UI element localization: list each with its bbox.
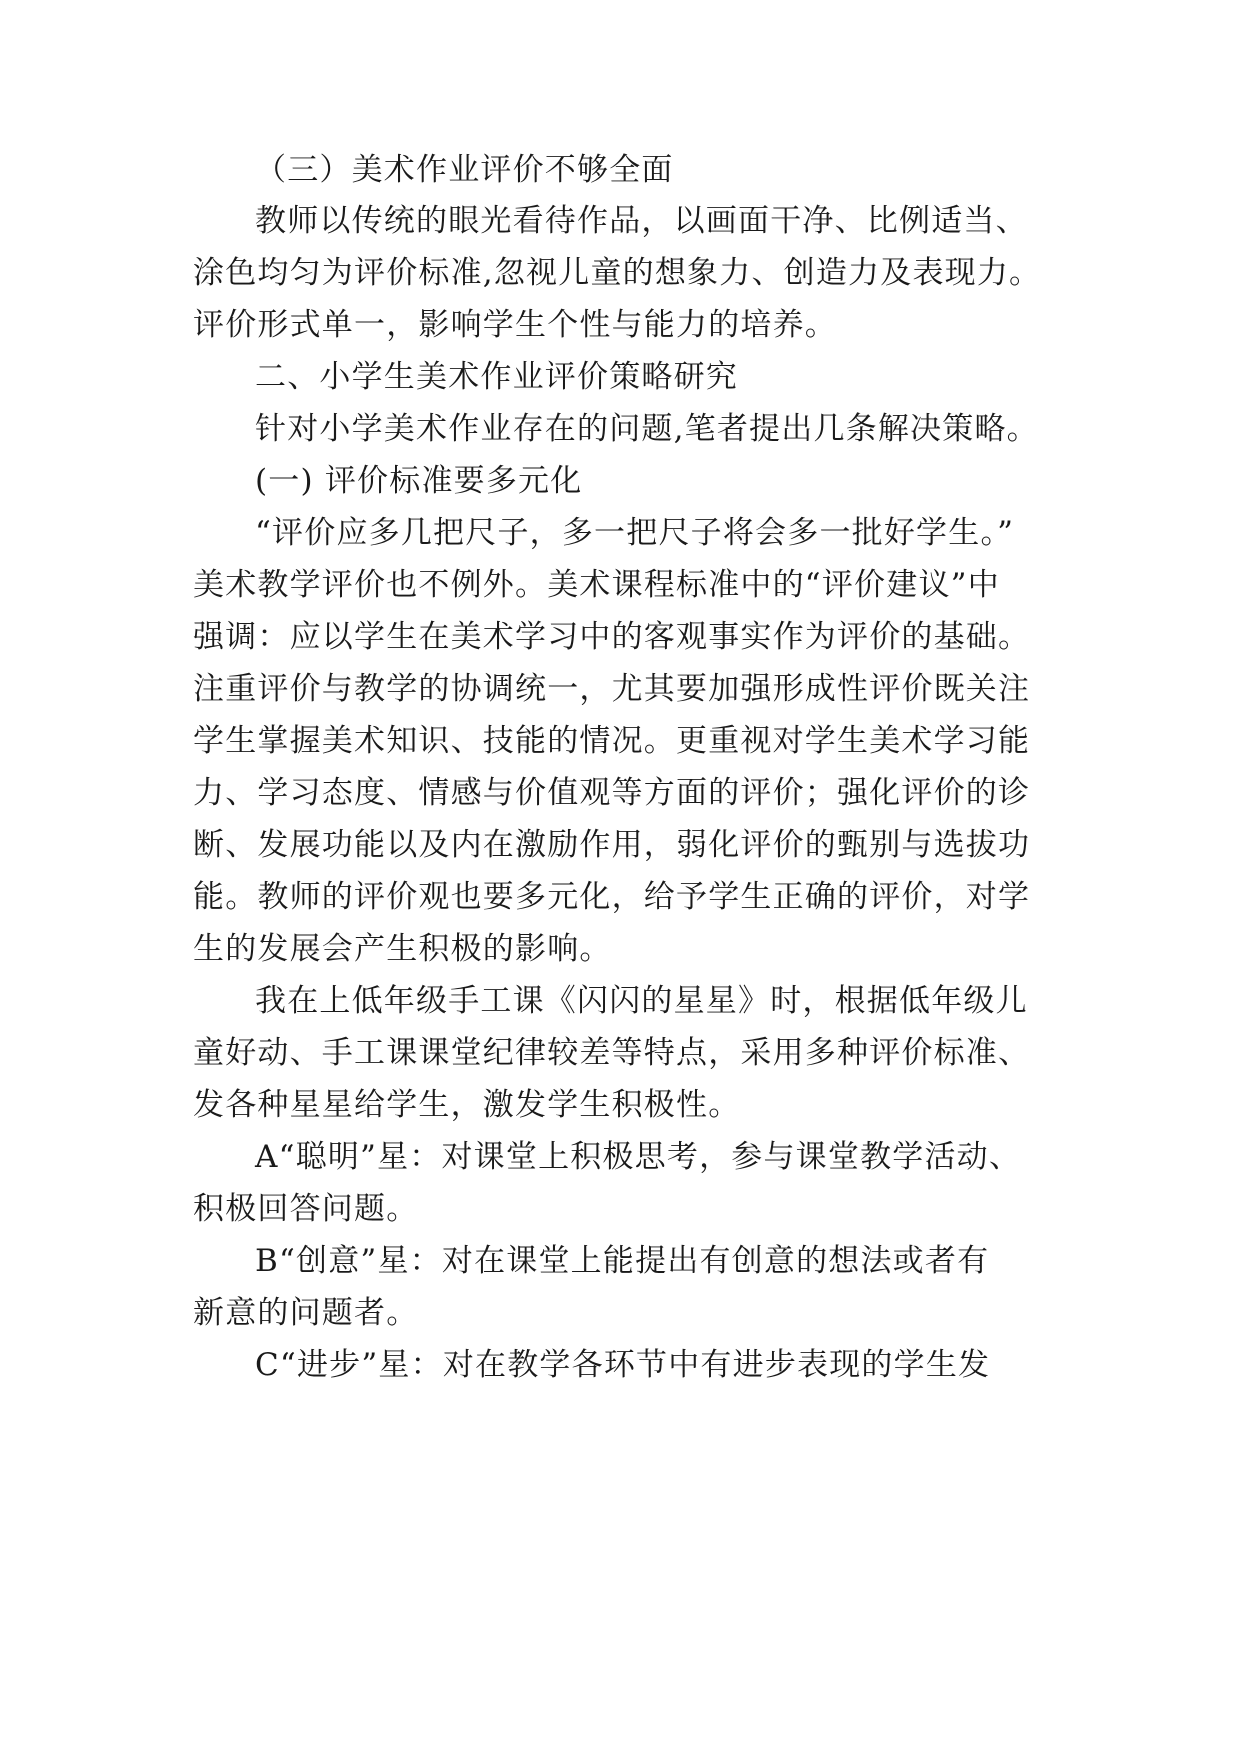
list-item-a: A“聪明”星：对课堂上积极思考，参与课堂教学活动、 (255, 1139, 1022, 1175)
paragraph-line: 能。教师的评价观也要多元化，给予学生正确的评价，对学 (193, 879, 1031, 915)
paragraph-line: 断、发展功能以及内在激励作用，弱化评价的甄别与选拔功 (193, 827, 1031, 863)
paragraph-line: 注重评价与教学的协调统一，尤其要加强形成性评价既关注 (193, 671, 1031, 707)
list-item-b: B“创意”星：对在课堂上能提出有创意的想法或者有 (255, 1243, 990, 1279)
paragraph-line: 涂色均匀为评价标准,忽视儿童的想象力、创造力及表现力。 (193, 255, 1042, 291)
paragraph-line: 我在上低年级手工课《闪闪的星星》时，根据低年级儿 (255, 983, 1028, 1019)
paragraph-line: 生的发展会产生积极的影响。 (193, 931, 612, 967)
list-item-c: C“进步”星：对在教学各环节中有进步表现的学生发 (255, 1347, 991, 1383)
paragraph-line: 评价形式单一，影响学生个性与能力的培养。 (193, 307, 837, 343)
paragraph-line: 美术教学评价也不例外。美术课程标准中的“评价建议”中 (193, 567, 1000, 603)
paragraph-line: 发各种星星给学生，激发学生积极性。 (193, 1087, 741, 1123)
paragraph-line: 新意的问题者。 (193, 1295, 419, 1331)
paragraph-line: 童好动、手工课课堂纪律较差等特点，采用多种评价标准、 (193, 1035, 1031, 1071)
paragraph-line: 学生掌握美术知识、技能的情况。更重视对学生美术学习能 (193, 723, 1031, 759)
paragraph-line: 针对小学美术作业存在的问题,笔者提出几条解决策略。 (255, 411, 1039, 447)
paragraph-line: 教师以传统的眼光看待作品，以画面干净、比例适当、 (255, 203, 1028, 239)
paragraph-line: 强调：应以学生在美术学习中的客观事实作为评价的基础。 (193, 619, 1031, 655)
paragraph-line: 力、学习态度、情感与价值观等方面的评价；强化评价的诊 (193, 775, 1031, 811)
section-heading-2: 二、小学生美术作业评价策略研究 (255, 359, 738, 395)
paragraph-line: 积极回答问题。 (193, 1191, 419, 1227)
paragraph-line: “评价应多几把尺子，多一把尺子将会多一批好学生。” (255, 515, 1015, 551)
section-heading-3: （三）美术作业评价不够全面 (255, 152, 674, 188)
subsection-heading-1: (一) 评价标准要多元化 (255, 463, 583, 499)
